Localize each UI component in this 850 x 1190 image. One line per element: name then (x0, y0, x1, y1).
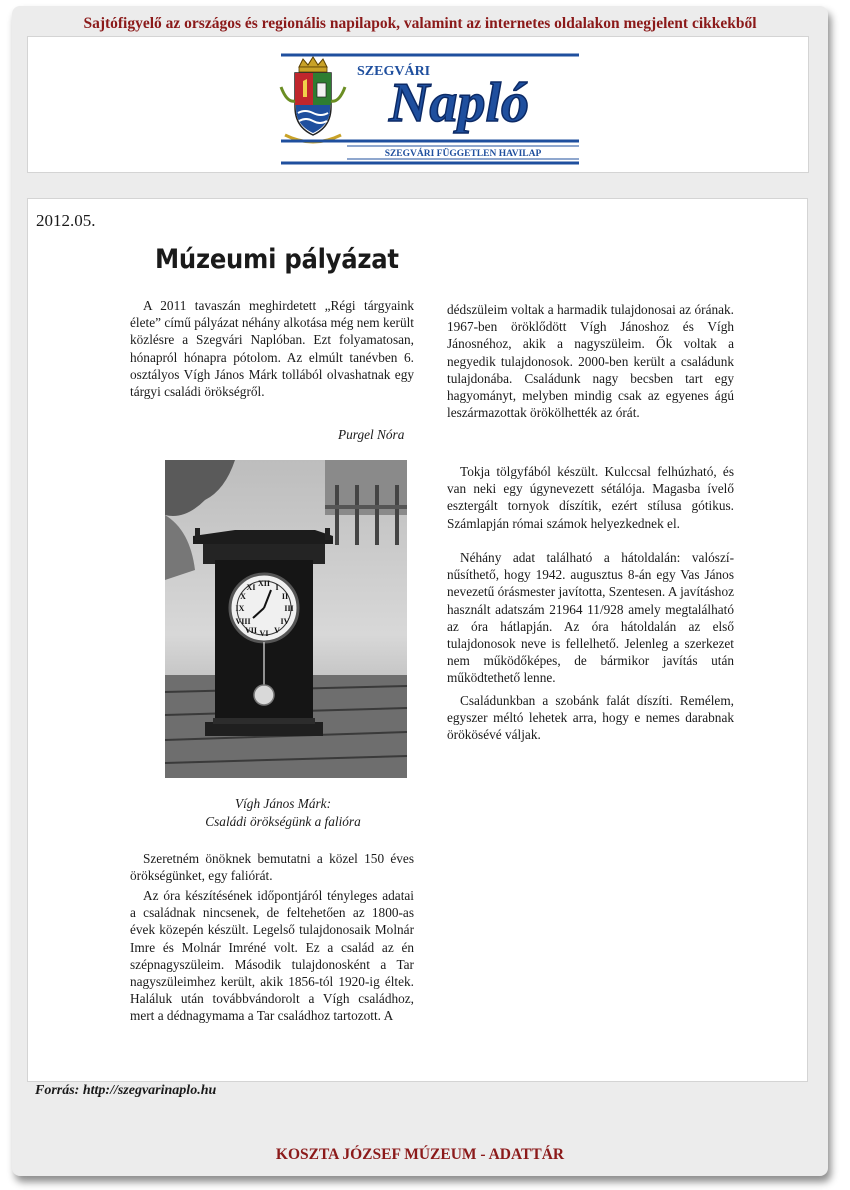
szegvari-naplo-logo (277, 53, 581, 165)
svg-text:VII: VII (244, 626, 258, 635)
svg-text:IX: IX (235, 604, 245, 613)
masthead-panel (27, 36, 809, 173)
caption-title: Családi örökségünk a falióra (205, 814, 361, 829)
logo-wordmark: Napló (389, 72, 529, 134)
issue-date: 2012.05. (36, 211, 96, 230)
article-title: Múzeumi pályázat (155, 244, 399, 275)
right-paragraph-1: dédszüleim voltak a harmadik tulajdonosai az órának. 1967-ben öröklődött Vígh Jánoshoz és Vígh Jánosnéhoz, akik a nagyszüleim. Ők voltak a negyedik tulajdonosok. 2000-ben került a családunk tulajdonába. Családunk nagy becsben tart egy hagyományt, melyben mindig csak az egyenes ágú leszármazottak örökölhették az órát. (447, 302, 734, 421)
svg-text:VI: VI (259, 629, 269, 638)
svg-text:II: II (281, 592, 289, 601)
svg-text:IV: IV (280, 617, 290, 626)
article-panel (27, 198, 808, 1082)
photo-caption (133, 795, 433, 831)
svg-text:XI: XI (246, 583, 256, 592)
press-monitor-banner: Sajtófigyelő az országos és regionális napilapok, valamint az internetes oldalakon megjelent cikkekből (83, 15, 757, 32)
right-paragraph-4: Családunkban a szobánk falát díszíti. Remélem, egyszer méltó lehetek arra, hogy e nemes darabnak örökösévé váljak. (447, 693, 734, 743)
svg-text:III: III (284, 604, 294, 613)
svg-text:VIII: VIII (235, 617, 251, 626)
logo-bottom-text: SZEGVÁRI FÜGGETLEN HAVILAP (384, 149, 542, 159)
page-sheet (12, 6, 828, 1176)
right-paragraph-2: Tokja tölgyfából készült. Kulccsal felhúzható, és van neki egy úgynevezett sétálója. Magasba ívelő esztergált tornyok díszítik, ezért stílusa gótikus. Számlapján római számok helyezkednek el. (447, 464, 734, 531)
intro-author: Purgel Nóra (338, 427, 405, 442)
logo-top-text: SZEGVÁRI (357, 64, 431, 79)
source-link[interactable]: Forrás: http://szegvarinaplo.hu (35, 1083, 217, 1098)
right-paragraph-3: Néhány adat található a hátoldalán: valószínűsíthető, hogy 1942. augusztus 8-án egy Vas János nevezetű órásmester javította, Szentesen. A javításhoz használt adatszám 21964 11/928 amely megtalálható az óra hátlapján. Az óra hátoldalán az első tulajdonosok neve is fellelhető. Jelenleg a szerkezet nem működőképes, de bármikor javítás után működtethető lenne. (447, 550, 734, 686)
svg-text:V: V (274, 626, 280, 635)
museum-archive-footer: KOSZTA JÓZSEF MÚZEUM - ADATTÁR (275, 1146, 565, 1163)
svg-text:XII: XII (257, 579, 271, 588)
svg-text:X: X (240, 592, 246, 601)
left-paragraph-2: Az óra készítésének időpontjáról tényleges adatai a családnak nincsenek, de feltehetően az 1800-as évek közepén készült. Legelső tulajdonosaik Molnár Imre és Molnár Imréné volt. Ez a család az én szépnagyszüleim. Második tulajdonosként a Tar nagyszüleimhez került, akik 1856-tól 1920-ig éltek. Haláluk után továbbvándorolt a Vígh családhoz, mert a dédnagymama a Tar családhoz tartozott. A (130, 888, 414, 1024)
left-paragraph-1: Szeretném önöknek bemutatni a közel 150 éves örökségünket, egy faliórát. (130, 851, 414, 884)
caption-author: Vígh János Márk: (234, 796, 331, 811)
svg-text:I: I (275, 583, 279, 592)
coat-of-arms-icon (281, 57, 345, 142)
wall-clock-photo (165, 460, 407, 778)
intro-paragraph: A 2011 tavaszán meghirdetett „Régi tárgyaink élete” című pályázat néhány alkotása még nem került közlésre a Szegvári Naplóban. Ezt folyamatosan, hónapról hónapra pótolom. Az elmúlt tanévben 6. osztályos Vígh János Márk tollából olvashatnak egy tárgyi családi örökségről. (130, 298, 414, 400)
